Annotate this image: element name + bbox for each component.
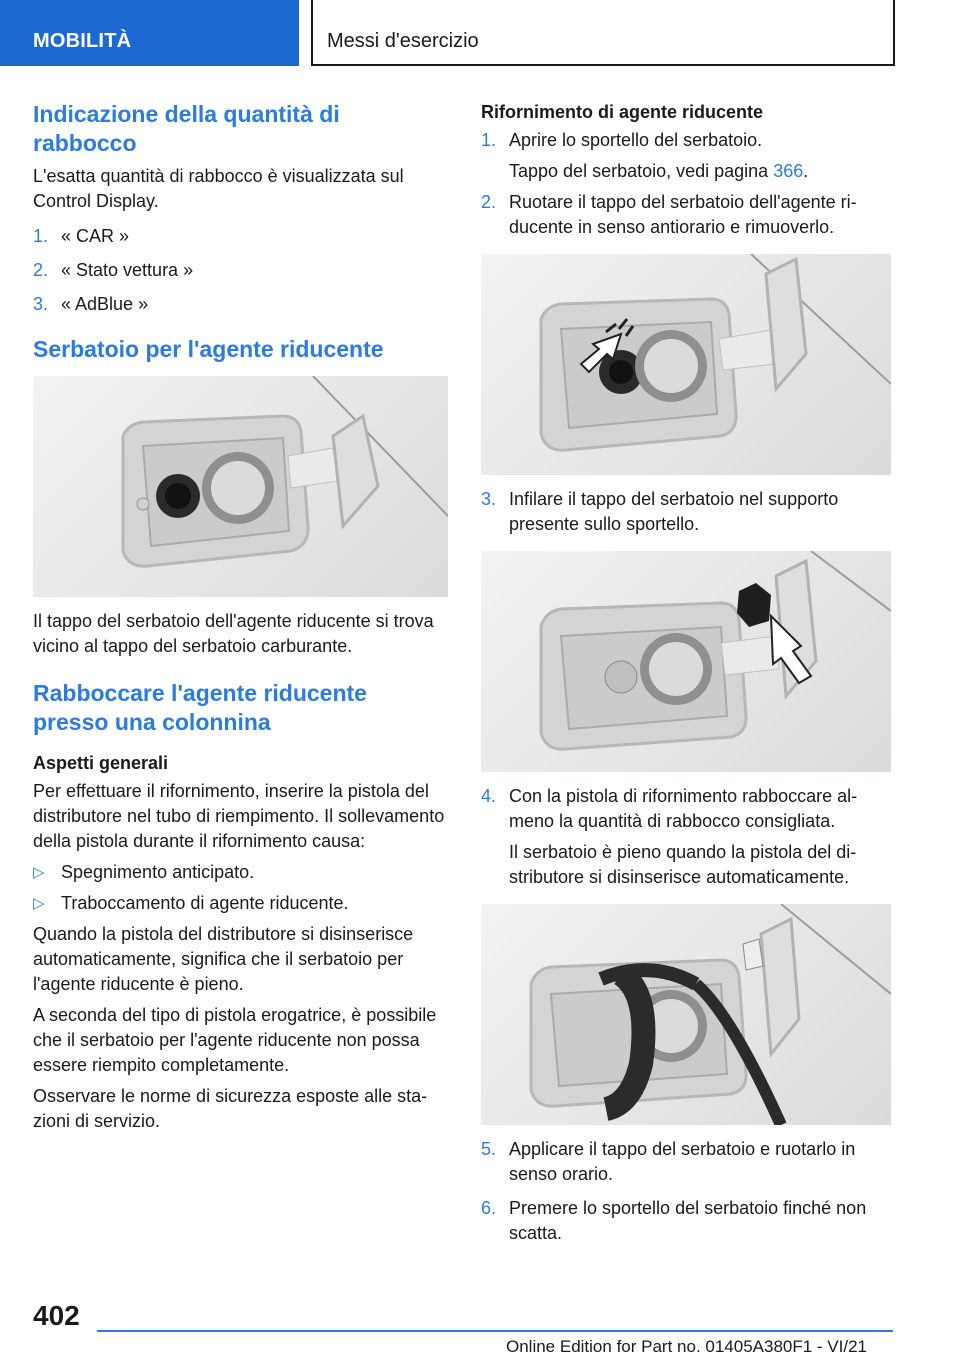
heading-refuel-procedure: Rifornimento di agente riducente <box>481 102 764 122</box>
edition-note: Online Edition for Part no. 01405A380F1 - VI/21 <box>506 1337 868 1356</box>
chapter-tab <box>311 0 895 66</box>
fuel-door-illustration <box>33 376 448 597</box>
step-4: 4. Con la pistola di rifornimento rabboccare almeno la quantità di rabbocco consigliata. Il serbatoio è pieno quando la pistola del distributore si disinserisce automaticamente. <box>481 786 858 887</box>
section-tab <box>0 0 299 66</box>
figure-remove-cap <box>481 254 891 475</box>
paragraph-refill-quantity: L'esatta quantità di rabbocco è visualizzata sul Control Display. <box>33 166 404 211</box>
list-item: 1. « CAR » <box>33 226 130 246</box>
footer-divider <box>97 1330 893 1332</box>
refill-nozzle-illustration <box>481 904 891 1125</box>
list-item: ▷ Spegnimento anticipato. <box>33 860 448 885</box>
triangle-bullet-icon: ▷ <box>33 895 45 912</box>
heading-refill-quantity: Indicazione della quantità di rabbocco <box>33 101 340 156</box>
list-item: 3. « AdBlue » <box>33 294 149 314</box>
cap-holder-illustration <box>481 551 891 772</box>
heading-tank: Serbatoio per l'agente riducente <box>33 336 384 362</box>
chapter-title: Messi d'esercizio <box>327 30 479 52</box>
step-1: 1. Aprire lo sportello del serbatoio. Tappo del serbatoio, vedi pagina 366. <box>481 130 809 181</box>
procedure-list <box>481 128 891 240</box>
remove-cap-illustration <box>481 254 891 475</box>
paragraph-tank-full: Quando la pistola del distributore si disinserisce automaticamente, significa che il serbatoio per l'agente riducente è pieno. <box>33 924 414 994</box>
procedure-list-continued <box>481 487 891 537</box>
page-reference-link[interactable]: 366 <box>773 161 804 181</box>
triangle-bullet-icon: ▷ <box>33 864 45 881</box>
step-2: 2. Ruotare il tappo del serbatoio dell'agente riducente in senso antiorario e rimuoverlo. <box>481 192 857 237</box>
menu-path-list <box>33 224 448 317</box>
procedure-list-continued <box>481 784 891 890</box>
figure-cap-holder <box>481 551 891 772</box>
page-number: 402 <box>33 1300 80 1331</box>
heading-refill-station: Rabboccare l'agente riducente presso una colonnina <box>33 680 367 735</box>
paragraph-nozzle-type: A seconda del tipo di pistola erogatrice, è possibile che il serbatoio per l'agente riducente non possa essere riempito completamente. <box>33 1005 437 1075</box>
procedure-list-continued <box>481 1137 891 1246</box>
step-6: 6. Premere lo sportello del serbatoio finché non scatta. <box>481 1198 867 1243</box>
section-title: MOBILITÀ <box>33 30 132 52</box>
paragraph-tank-location: Il tappo del serbatoio dell'agente riducente si trova vicino al tappo del serbatoio carburante. <box>33 611 434 656</box>
paragraph-safety: Osservare le norme di sicurezza esposte alle stazioni di servizio. <box>33 1086 428 1131</box>
step-5: 5. Applicare il tappo del serbatoio e ruotarlo in senso orario. <box>481 1139 856 1184</box>
list-item: ▷ Traboccamento di agente riducente. <box>33 891 448 916</box>
right-column <box>481 100 891 1252</box>
figure-tank-location <box>33 376 448 597</box>
figure-refill-nozzle <box>481 904 891 1125</box>
step-3: 3. Infilare il tappo del serbatoio nel supporto presente sullo sportello. <box>481 489 839 534</box>
paragraph-general: Per effettuare il rifornimento, inserire la pistola del distributore nel tubo di riempimento. Il sollevamento della pistola durante il rifornimento causa: <box>33 781 445 851</box>
left-column <box>33 100 448 1140</box>
heading-general: Aspetti generali <box>33 753 169 773</box>
bullet-list <box>33 860 448 916</box>
list-item: 2. « Stato vettura » <box>33 260 194 280</box>
